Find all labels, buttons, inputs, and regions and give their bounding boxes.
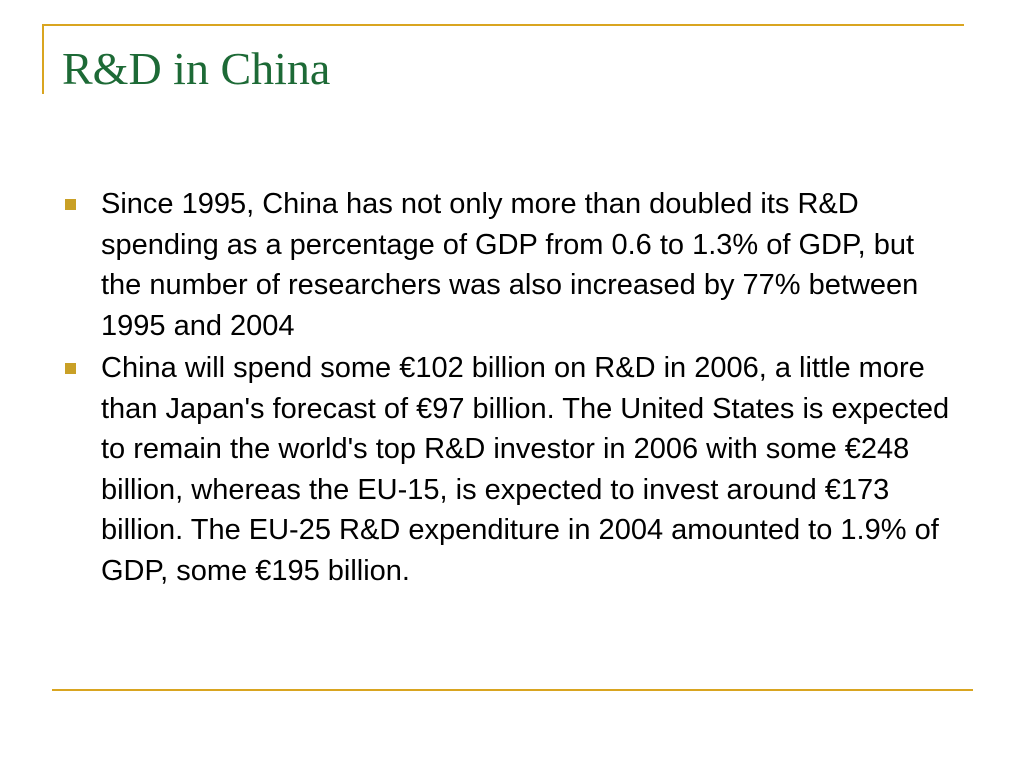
slide-title: R&D in China <box>62 43 331 94</box>
square-bullet-icon <box>65 199 76 210</box>
bullet-list <box>62 184 962 593</box>
bottom-accent-rule <box>52 689 973 691</box>
bullet-text: China will spend some €102 billion on R&D in 2006, a little more than Japan's forecast of €97 billion. The United States is expected to remain the world's top R&D investor in 2006 with some €248 billion, whereas the EU-15, is expected to invest around €173 billion. The EU-25 R&D expenditure in 2004 amounted to 1.9% of GDP, some €195 billion. <box>101 352 950 587</box>
top-accent-rule <box>42 24 964 26</box>
square-bullet-icon <box>65 363 76 374</box>
bullet-item-rd-spending-2006 <box>62 348 962 591</box>
left-accent-rule <box>42 24 44 94</box>
bullet-text: Since 1995, China has not only more than doubled its R&D spending as a percentage of GDP from 0.6 to 1.3% of GDP, but the number of researchers was also increased by 77% between 1995 and 2004 <box>101 188 919 342</box>
bullet-item-rd-growth <box>62 184 962 346</box>
